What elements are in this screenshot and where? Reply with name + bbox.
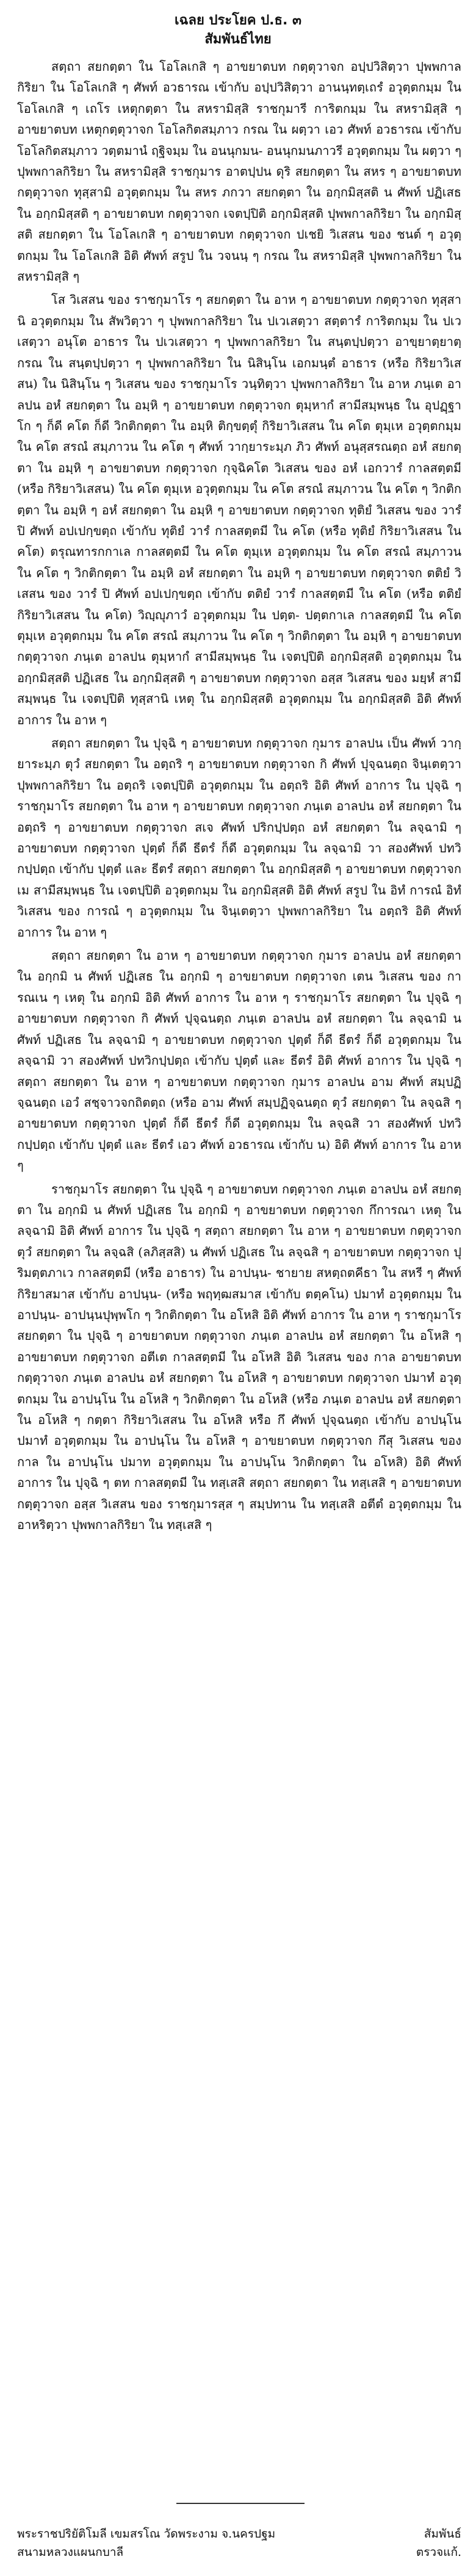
body-paragraph-4: สตฺถา สยกตฺตา ใน อาห ๆ อาขยาตบท กตฺตุวาจก กุมาร อาลปน อหํ สยกตฺตา ใน อกฺกมิ น ศัพท์ ปฏิเสธ ใน อกฺกมิ ๆ อาขยาตบท กตฺตุวาจก เตน วิเสสน ของ การณเน ๆ เหตุ ใน อกฺกมิ อิติ ศัพท์ อาการ ใน อาห ๆ ราชกุมาโร สยกตฺตา ใน ปุจฺฉิ ๆ อาขยาตบท กตฺตุวาจก กิ ศัพท์ ปุจฺฉนตฺถ ภนฺเต อาลปน อหํ สยกตฺตา ใน ลจฺฉามิ น ศัพท์ ปฏิเสธ ใน ลจฺฉามิ ๆ อาขยาตบท กตฺตุวาจก ปุตฺตํ ก็ดี ธีตรํ ก็ดี อวุตฺตกมฺม ใน ลจฺฉามิ วา สองศัพท์ ปทวิกปฺปตฺถ เข้ากับ ปุตฺตํ และ ธีตรํ อิติ ศัพท์ อาการ ใน ปุจฺฉิ ๆ สตฺถา สยกตฺตา ใน อาห ๆ อาขยาตบท กตฺตุวาจก กุมาร อาลปน อาม ศัพท์ สมฺปฏิจฺฉนตฺถ เอวํ สชฺจาวจกถิตตฺถ (หรือ อาม ศัพท์ สมฺปฏิจฺฉนตฺถ ตุวํ สยกตฺตา ใน ลจฺฉสิ ๆ อาขยาตบท กตฺตุวาจก ปุตฺตํ ก็ดี ธีตรํ ก็ดี อวุตฺตกมฺม ใน ลจฺฉสิ วา สองศัพท์ ปทวิกปฺปตฺถ เข้ากับ ปุตฺตํ และ ธีตรํ เอว ศัพท์ อวธารณ เข้ากับ น) อิติ ศัพท์ อาการ ใน อาห ๆ: [17, 948, 461, 1173]
review-label: ตรวจแก้.: [416, 2545, 461, 2559]
document-title: เฉลย ประโยค ป.ธ. ๓: [174, 13, 302, 28]
footer-row-1: [17, 2525, 461, 2543]
body-paragraph-5: ราชกุมาโร สยกตฺตา ใน ปุจฺฉิ ๆ อาขยาตบท กตฺตุวาจก ภนฺเต อาลปน อหํ สยกตฺตา ใน อกฺกมิ น ศัพท์ ปฏิเสธ ใน อกฺกมิ ๆ อาขยาตบท กตฺตุวาจก กึการณา เหตุ ใน ลจฺฉามิ อิติ ศัพท์ อาการ ใน ปุจฺฉิ ๆ สตฺถา สยกตฺตา ใน อาห ๆ อาขยาตบท กตฺตุวาจก ตุวํ สยกตฺตา ใน ลจฺฉสิ (ลภิสฺสสิ) น ศัพท์ ปฏิเสธ ใน ลจฺฉสิ ๆ อาขยาตบท กตฺตุวาจก ปุริมตฺตภาเว กาลสตฺตมี (หรือ อาธาร) ใน อาปนฺน- ชายาย สหตฺถตคีธา ใน สหรี ๆ ศัพท์ กิริยาสมาส เข้ากับ อาปนฺน- (หรือ พฤทฺฒสมาส เข้ากับ ตตฺคโน) ปมาทํ อวุตฺตกมฺม ใน อาปนฺน- อาปนฺนปุพฺพโก ๆ วิกติกตฺตา ใน อโหสิ อิติ ศัพท์ อาการ ใน อาห ๆ ราชกุมาโร สยกตฺตา ใน ปุจฺฉิ ๆ อาขยาตบท กตฺตุวาจก ภนฺเต อาลปน อหํ สยกตฺตา ใน อโหสิ ๆ อาขยาตบท กตฺตุวาจก อตีเต กาลสตฺตมี ใน อโหสิ อิติ วิเสสน ของ กาล อาขยาตบท กตฺตุวาจก ภนฺเต อาลปน อหํ สยกตฺตา ใน อโหสิ ๆ อาขยาตบท กตฺตุวาจก ปมาทํ อวุตฺตกมฺม ใน อาปนฺโน ใน อโหสิ ๆ วิกติกตฺตา ใน อโหสิ (หรือ ภนฺเต อาลปน อหํ สยกตฺตา ใน อโหสิ ๆ กตฺตา กิริยาวิเสสน ใน อโหสิ หรือ กึ ศัพท์ ปุจฺฉนตฺถ เข้ากับ อาปนฺโน ปมาทํ อวุตฺตกมฺม ใน อาปนฺโน ใน อโหสิ ๆ อาขยาตบท กตฺตุวาจก กึสุ วิเสสน ของ กาล ใน อาปนฺโน ปมาท อวุตฺตกมฺม ใน อาปนฺโน วิกติกตฺตา ใน อโหสิ) อิติ ศัพท์ อาการ ใน ปุจฺฉิ ๆ ตท กาลสตฺตมี ใน ทสฺเสสิ สตฺถา สยกตฺตา ใน ทสฺเสสิ ๆ อาขยาตบท กตฺตุวาจก อสฺส วิเสสน ของ ราชกุมารสฺส ๆ สมฺปทาน ใน ทสฺเสสิ อตีตํ อวุตฺตกมฺม ใน อาหริตฺวา ปุพพกาลกิริยา ใน ทสฺเสสิ ๆ: [17, 1181, 462, 1533]
document-header: [0, 11, 476, 49]
role-label: สัมพันธ์: [424, 2527, 461, 2541]
body-paragraph-3: สตฺถา สยกตฺตา ใน ปุจฺฉิ ๆ อาขยาตบท กตฺตุวาจก กุมาร อาลปน เป็น ศัพท์ วากฺยาระมฺภ ตุวํ สยกตฺตา ใน อตฺถริ ๆ อาขยาตบท กตฺตุวาจก กิ ศัพท์ ปุจฺฉนตฺถ จินฺเตตฺวา ปุพพกาลกิริยา ใน อตฺถริ เจตปฺปิติ อวุตฺตกมฺม ใน อตฺถริ อิติ ศัพท์ อาการ ใน ปุจฺฉิ ๆ ราชกุมาโร สยกตฺตา ใน อาห ๆ อาขยาตบท กตฺตุวาจก ภนฺเต อาลปน อหํ สยกตฺตา ใน อตฺถริ ๆ อาขยาตบท กตฺตุวาจก สเจ ศัพท์ ปริกปฺปตฺถ อหํ สยกตฺตา ใน ลจฺฉามิ ๆ อาขยาตบท กตฺตุวาจก ปุตฺตํ ก็ดี ธีตรํ ก็ดี อวุตฺตกมฺม ใน ลจฺฉามิ วา สองศัพท์ ปทวิกปฺปตฺถ เข้ากับ ปุตฺตํ และ ธีตรํ สตฺถา สยกตฺตา ใน อกฺกมิสฺสติ ๆ อาขยาตบท กตฺตุวาจก เม สามีสมฺพนฺธ ใน เจตปฺปิติ อวุตฺตกมฺม ใน อกฺกมิสฺสติ อิติ ศัพท์ สรูป ใน อิทํ การณํ อิทํ วิเสสน ของ การณํ ๆ อวุตฺตกมฺม ใน จินฺเตตฺวา ปุพพกาลกิริยา ใน อตฺถริ อิติ ศัพท์ อาการ ใน อาห ๆ: [17, 736, 462, 940]
author-line: พระราชปริยัติโมลี เขมสรโณ วัดพระงาม จ.นครปฐม: [17, 2527, 276, 2541]
office-line: สนามหลวงแผนกบาลี: [17, 2545, 124, 2559]
body-paragraph-2: โส วิเสสน ของ ราชกุมาโร ๆ สยกตฺตา ใน อาห ๆ อาขยาตบท กตฺตุวาจก ทุสฺสานิ อวุตฺตกมฺม ใน สัพวิตฺวา ๆ ปุพพกาลกิริยา ใน ปเวเสตฺวา สตฺตารํ การิตกมฺม ใน ปเวเสตฺวา อนุโต อาธาร ใน ปเวเสตฺวา ๆ ปุพพกาลกิริยา ใน สนฺตปฺปตฺวา อาขฺยาตฺยาตฺ กรณ ใน สนฺตปฺปตฺวา ๆ ปุพพกาลกิริยา ใน นิสินฺโน เอกมนฺตํ อาธาร (หรือ กิริยาวิเสสน) ใน นิสินฺโน ๆ วิเสสน ของ ราชกุมาโร วนฺทิตฺวา ปุพพกาลกิริยา ใน อาห ภนฺเต อาลปน อหํ สยกตฺตา ใน อมฺหิ ๆ อาขยาตบท กตฺตุวาจก ตุมฺหากํ สามีสมฺพนฺธ ใน อุปฏฺฐาโก ๆ ก็ดี คโต ก็ดี วิกติกตฺตา ใน อมฺหิ ติกฺขตฺตุํ กิริยาวิเสสน ใน คโต ตุมฺเห อวุตฺตกมฺม ใน คโต สรณํ สมฺภาวน ใน คโต ๆ ศัพท์ วากฺยาระมฺภ ภิว ศัพท์ อนุสฺสรณตฺถ อหํ สยกตฺตา ใน อมฺหิ ๆ อาขยาตบท กตฺตุวาจก กุจฺฉิคโต วิเสสน ของ อหํ เอกวารํ กาลสตฺตมี (หรือ กิริยาวิเสสน) ใน คโต ตุมฺเห อวุตฺตกมฺม ใน คโต สรณํ สมฺภาวน ใน คโต ๆ วิกติกตฺตา ใน อมฺหิ ๆ อหํ สยกตฺตา ใน อมฺหิ ๆ อาขยาตบท กตฺตุวาจก ทุติยํ วิเสสน ของ วารํ ปิ ศัพท์ อปเปกฺขตฺถ เข้ากับ ทุติยํ วารํ กาลสตฺตมี ใน คโต (หรือ ทุติยํ กิริยาวิเสสน ใน คโต) ตรุณทารกกาเล กาลสตฺตมี ใน คโต ตุมฺเห อวุตฺตกมฺม ใน คโต สรณํ สมฺภาวน ใน คโต ๆ วิกติกตฺตา ใน อมฺหิ อหํ สยกตฺตา ใน อมฺหิ ๆ อาขยาตบท กตฺตุวาจก ตติยํ วิเสสน ของ วารํ ปิ ศัพท์ อปเปกฺขตฺถ เข้ากับ ตติยํ วารํ กาลสตฺตมี ใน คโต (หรือ ตติยํ กิริยาวิเสสน ใน คโต) วิญฺญุภาวํ อวุตฺตกมฺม ใน ปตฺต- ปตฺตกาเล กาลสตฺตมี ใน คโต ตุมฺเห อวุตฺตกมฺม ใน คโต สรณํ สมฺภาวน ใน คโต ๆ วิกติกตฺตา ใน อมฺหิ ๆ อาขยาตบท กตฺตุวาจก ภนฺเต อาลปน ตุมฺหากํ สามีสมฺพนฺธ ใน เจตปฺปิติ อกฺกมิสฺสติ อวุตฺตกมฺม ใน อกฺกมิสฺสติ ปฏิเสธ ใน อกฺกมิสฺสติ ๆ อาขยาตบท กตฺตุวาจก อสฺส วิเสสน ของ มยฺหํ สามีสมฺพนฺธ ใน เจตปฺปิติ ทุสฺสานิ เหตุ ใน อกฺกมิสฺสติ อวุตฺตกมฺม ใน อกฺกมิสฺสติ อิติ ศัพท์ อาการ ใน อาห ๆ: [17, 292, 462, 727]
signoff-divider: [176, 2503, 305, 2504]
footer-row-2: [17, 2543, 461, 2561]
body-paragraph-1: สตฺถา สยกตฺตา ใน โอโลเกสิ ๆ อาขยาตบท กตฺตุวาจก อปฺปวิสิตฺวา ปุพพกาลกิริยา ใน โอโลเกสิ ๆ ศัพท์ อวธารณ เข้ากับ อปฺปวิสิตฺวา อานนฺทตฺเถรํ อวุตฺตกมฺม ใน โอโลเกสิ ๆ เถโร เหตุกตฺตา ใน สหรามิสฺสิ ราชกุมารี การิตกมฺม ใน สหรามิสฺสิ ๆ อาขยาตบท เหตุกตฺตุวาจก โอโลกิตสมฺภาว กรณ ใน ผตฺวา เอว ศัพท์ อวธารณ เข้ากับ โอโลกิตสมฺภาว วตฺตมานํ ฤฐิจมฺม ใน อนนุกมน- อนนุกมนภาวรี อวุตฺตกมฺม ใน ผตฺวา ๆ ปุพพกาลกิริยา ใน สหรามิสฺสิ ราชกุมาร อาตปฺปน ดุริ สยกตฺตา ใน สหร ๆ อาขยาตบท กตฺตุวาจก ทุสฺสามิ อวุตฺตกมฺม ใน สหร ภกวา สยกตฺตา ใน อกฺกมิสฺสติ น ศัพท์ ปฏิเสธ ใน อกฺกมิสฺสติ ๆ อาขยาตบท กตฺตุวาจก เจตปฺปิติ อกฺกมิสฺสติ ปุพพกาลกิริยา ใน อกฺกมิสฺสติ สยกตฺตา ใน โอโลเกสิ ๆ อาขยาตบท กตฺตุวาจก ปเชยิ วิเสสน ของ ชนต์ ๆ อวุตฺตกมฺม ใน โอโลเกสิ อิติ ศัพท์ สรูป ใน วจนนฺ ๆ กรณ ใน สหรามิสฺสิ ปุพพกาลกิริยา ใน สหรามิสฺสิ ๆ: [17, 59, 461, 284]
document-subtitle: สัมพันธ์ไทย: [204, 32, 272, 47]
document-footer: [17, 2525, 461, 2561]
answer-body: [17, 56, 461, 1538]
